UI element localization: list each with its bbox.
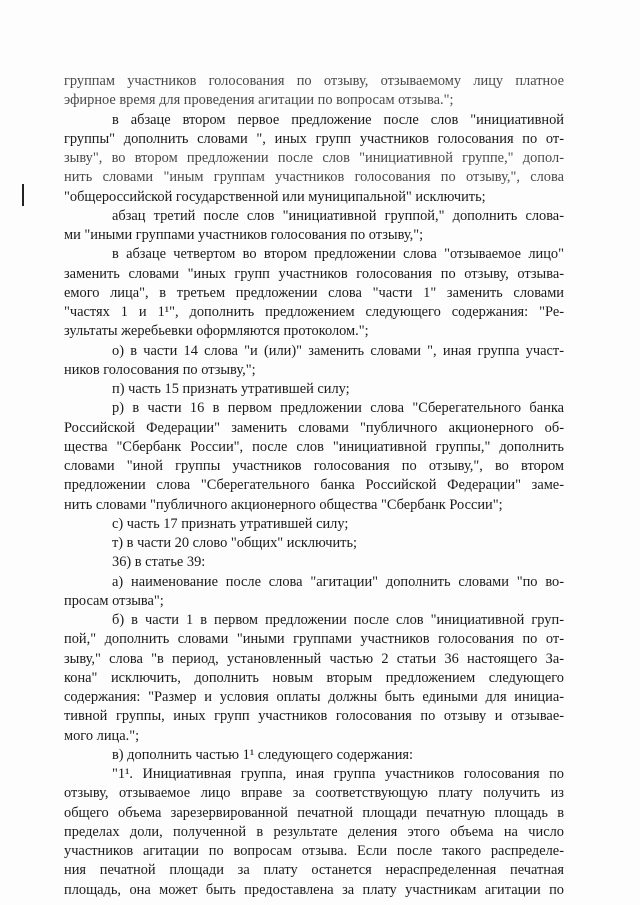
text-line: а) наименование после слова "агитации" дополнить словами "по во- [112, 573, 564, 590]
text-line: емого лица", в третьем предложении слова "части 1" заменить словами [64, 284, 564, 301]
text-line: нить словами "публичного акционерного общества "Сбербанк России"; [64, 496, 503, 513]
text-line: просам отзыва"; [64, 592, 164, 609]
text-line: тивной группы, иных групп участников голосования по отзыву и отзывае- [64, 708, 564, 725]
text-line: заменить словами "иных групп участников голосования по отзыву, отзыва- [64, 265, 564, 282]
text-line: площадь, она может быть предоставлена за плату участникам агитации по [64, 881, 564, 898]
text-line: Российской Федерации" заменить словами "публичного акционерного об- [64, 419, 564, 436]
text-line: с) часть 17 признать утратившей силу; [112, 515, 349, 532]
text-line: т) в части 20 слово "общих" исключить; [112, 535, 358, 551]
text-line: участников агитации по вопросам отзыва. Если после такого распределе- [64, 843, 564, 859]
text-line: пределах доли, полученной в результате деления этого объема на число [64, 823, 564, 840]
text-line: в) дополнить частью 1¹ следующего содержания: [112, 746, 414, 763]
text-line: о) в части 14 слова "и (или)" заменить словами ", иная группа участ- [112, 342, 564, 359]
text-line: нить словами "иным группам участников голосования по отзыву,", слова [64, 169, 564, 186]
text-line: ников голосования по отзыву,"; [64, 361, 256, 378]
text-line: кона" исключить, дополнить новым вторым предложением следующего [64, 669, 564, 686]
text-line: п) часть 15 признать утратившей силу; [112, 381, 350, 397]
text-line: в абзаце втором первое предложение после слов "инициативной [112, 111, 564, 128]
text-line: р) в части 16 в первом предложении слова "Сберегательного банка [112, 400, 564, 417]
text-line: в абзаце четвертом во втором предложении слова "отзываемое лицо" [112, 246, 564, 263]
document-body [64, 72, 564, 900]
text-line: группы" дополнить словами ", иных групп участников голосования по от- [64, 130, 564, 147]
text-line: группам участников голосования по отзыву, отзываемому лицу платное [64, 73, 564, 89]
text-line: общего объема зарезервированной печатной площади печатную площадь в [64, 804, 564, 821]
text-line: зультаты жеребьевки оформляются протоколом."; [64, 323, 369, 340]
text-line: абзац третий после слов "инициативной группой," дополнить слова- [112, 207, 564, 224]
text-line: б) в части 1 в первом предложении после слов "инициативной груп- [112, 612, 564, 628]
text-line: зыву," слова "в период, установленный частью 2 статьи 36 настоящего За- [64, 650, 564, 667]
text-line: 36) в статье 39: [112, 554, 206, 571]
text-line: содержания: "Размер и условия оплаты должны быть едиными для инициа- [64, 689, 564, 705]
text-line: зыву", во втором предложении после слов "инициативной группе," допол- [64, 150, 564, 166]
text-line: "1¹. Инициативная группа, иная группа участников голосования по [112, 766, 564, 782]
text-line: ния печатной площади за плату останется нераспределенная печатная [64, 862, 564, 879]
text-line: пой," дополнить словами "иными группами участников голосования по от- [64, 631, 564, 648]
text-line: отзыву, отзываемое лицо вправе за соответствующую плату получить из [64, 785, 564, 802]
text-line: ми "иными группами участников голосования по отзыву,"; [64, 227, 424, 243]
text-line: "частях 1 и 1¹", дополнить предложением следующего содержания: "Ре- [64, 304, 564, 320]
text-line: мого лица."; [64, 727, 140, 744]
text-line: предложении слова "Сберегательного банка Российской Федерации" заме- [64, 477, 564, 494]
text-line: эфирное время для проведения агитации по вопросам отзыва."; [64, 92, 454, 109]
text-line: словами "иной группы участников голосования по отзыву,", во втором [64, 458, 564, 474]
margin-mark [22, 184, 24, 206]
text-line: "общероссийской государственной или муниципальной" исключить; [64, 188, 486, 205]
text-line: щества "Сбербанк России", после слов "инициативной группы," дополнить [64, 438, 564, 455]
